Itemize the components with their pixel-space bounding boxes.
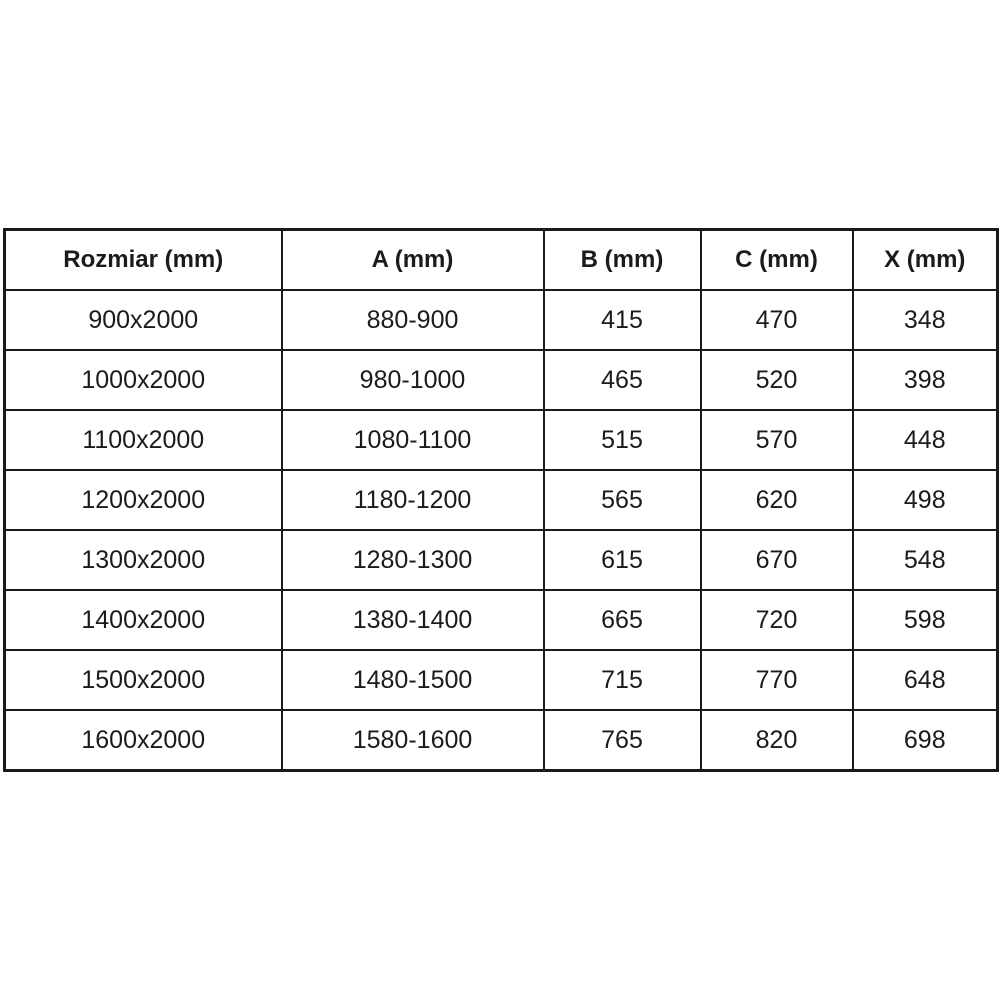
cell-a: 1480-1500 bbox=[282, 650, 544, 710]
cell-c: 770 bbox=[701, 650, 853, 710]
column-header-c: C (mm) bbox=[701, 230, 853, 291]
cell-a: 1380-1400 bbox=[282, 590, 544, 650]
cell-x: 698 bbox=[853, 710, 998, 771]
cell-c: 470 bbox=[701, 290, 853, 350]
cell-size: 1300x2000 bbox=[5, 530, 282, 590]
cell-size: 1000x2000 bbox=[5, 350, 282, 410]
table-row bbox=[5, 650, 998, 710]
cell-size: 900x2000 bbox=[5, 290, 282, 350]
table-row bbox=[5, 470, 998, 530]
cell-b: 515 bbox=[544, 410, 701, 470]
cell-x: 398 bbox=[853, 350, 998, 410]
table-row bbox=[5, 590, 998, 650]
column-header-rozmiar: Rozmiar (mm) bbox=[5, 230, 282, 291]
cell-a: 1180-1200 bbox=[282, 470, 544, 530]
cell-a: 1280-1300 bbox=[282, 530, 544, 590]
cell-x: 548 bbox=[853, 530, 998, 590]
column-header-x: X (mm) bbox=[853, 230, 998, 291]
cell-c: 670 bbox=[701, 530, 853, 590]
cell-c: 620 bbox=[701, 470, 853, 530]
cell-x: 648 bbox=[853, 650, 998, 710]
cell-b: 615 bbox=[544, 530, 701, 590]
cell-x: 498 bbox=[853, 470, 998, 530]
cell-a: 1580-1600 bbox=[282, 710, 544, 771]
cell-x: 348 bbox=[853, 290, 998, 350]
cell-c: 570 bbox=[701, 410, 853, 470]
table-row bbox=[5, 530, 998, 590]
cell-b: 415 bbox=[544, 290, 701, 350]
column-header-b: B (mm) bbox=[544, 230, 701, 291]
size-table bbox=[3, 228, 999, 772]
table-row bbox=[5, 290, 998, 350]
cell-x: 448 bbox=[853, 410, 998, 470]
table-row bbox=[5, 350, 998, 410]
cell-a: 1080-1100 bbox=[282, 410, 544, 470]
header-row bbox=[5, 230, 998, 291]
cell-b: 665 bbox=[544, 590, 701, 650]
cell-a: 980-1000 bbox=[282, 350, 544, 410]
cell-size: 1100x2000 bbox=[5, 410, 282, 470]
cell-size: 1600x2000 bbox=[5, 710, 282, 771]
cell-size: 1200x2000 bbox=[5, 470, 282, 530]
cell-size: 1400x2000 bbox=[5, 590, 282, 650]
cell-c: 820 bbox=[701, 710, 853, 771]
table-row bbox=[5, 410, 998, 470]
cell-b: 765 bbox=[544, 710, 701, 771]
cell-b: 715 bbox=[544, 650, 701, 710]
column-header-a: A (mm) bbox=[282, 230, 544, 291]
cell-x: 598 bbox=[853, 590, 998, 650]
table-row bbox=[5, 710, 998, 771]
cell-b: 565 bbox=[544, 470, 701, 530]
cell-c: 720 bbox=[701, 590, 853, 650]
cell-c: 520 bbox=[701, 350, 853, 410]
cell-size: 1500x2000 bbox=[5, 650, 282, 710]
cell-b: 465 bbox=[544, 350, 701, 410]
cell-a: 880-900 bbox=[282, 290, 544, 350]
